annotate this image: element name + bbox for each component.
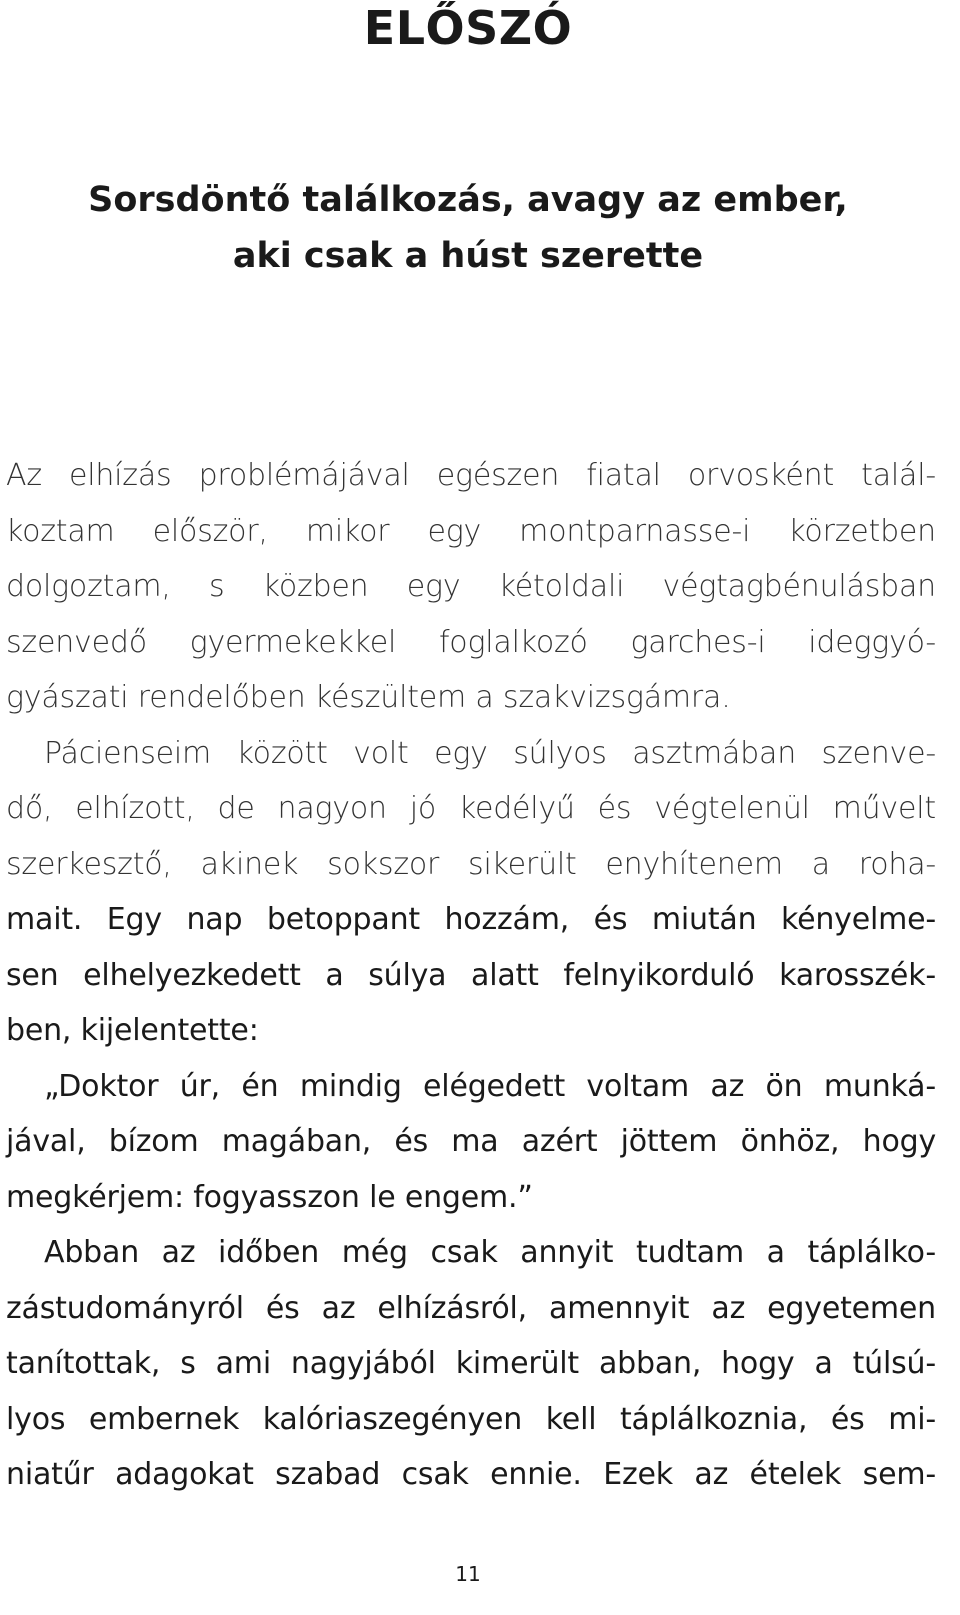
text-line: koztam először, mikor egy montparnasse-i körzetben — [6, 513, 936, 549]
text-line: dő, elhízott, de nagyon jó kedélyű és végtelenül művelt — [6, 791, 936, 826]
text-line: szenvedő gyermekekkel foglalkozó garches-i ideggyó- — [6, 624, 936, 660]
subtitle-line-1: Sorsdöntő találkozás, avagy az ember, — [88, 180, 848, 220]
text-line: lyos embernek kalóriaszegényen kell táplálkoznia, és mi- — [6, 1401, 936, 1437]
text-line: megkérjem: fogyasszon le engem.” — [6, 1179, 533, 1215]
chapter-title: ELŐSZÓ — [363, 1, 573, 55]
body-text — [6, 448, 936, 1503]
text-line: szerkesztő, akinek sokszor sikerült enyhítenem a roha- — [6, 846, 936, 882]
text-line: tanítottak, s ami nagyjából kimerült abban, hogy a túlsú- — [6, 1346, 936, 1381]
subtitle-line-2: aki csak a húst szerette — [232, 236, 704, 276]
text-line: ben, kijelentette: — [6, 1013, 259, 1048]
text-line: „Doktor úr, én mindig elégedett voltam az ön munká- — [44, 1068, 936, 1104]
text-line: Az elhízás problémájával egészen fiatal orvosként talál- — [6, 458, 936, 493]
chapter-subtitle — [0, 172, 936, 284]
text-line: niatűr adagokat szabad csak ennie. Ezek az ételek sem- — [6, 1457, 936, 1492]
text-line: Pácienseim között volt egy súlyos asztmában szenve- — [44, 735, 936, 771]
text-line: dolgoztam, s közben egy kétoldali végtagbénulásban — [6, 569, 936, 604]
text-line: zástudományról és az elhízásról, amennyit az egyetemen — [6, 1290, 936, 1326]
page-number: 11 — [455, 1562, 481, 1586]
text-line: Abban az időben még csak annyit tudtam a táplálko- — [44, 1235, 936, 1270]
text-line: mait. Egy nap betoppant hozzám, és miután kényelme- — [6, 902, 936, 937]
text-line: jával, bízom magában, és ma azért jöttem önhöz, hogy — [6, 1124, 936, 1159]
text-line: sen elhelyezkedett a súlya alatt felnyikorduló karosszék- — [6, 957, 936, 993]
text-line: gyászati rendelőben készültem a szakvizsgámra. — [6, 680, 731, 715]
